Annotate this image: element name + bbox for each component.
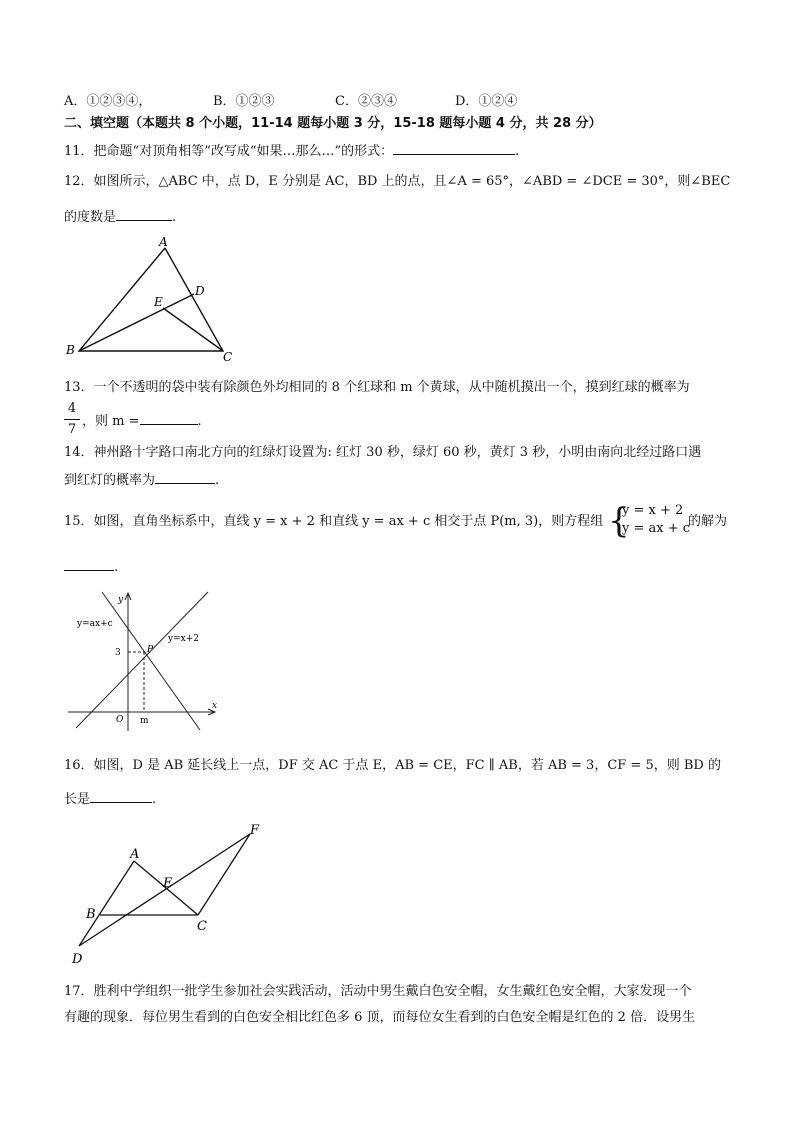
q16-text: 长是	[64, 792, 91, 807]
question-16-line1: 16．如图，D 是 AB 延长线上一点，DF 交 AC 于点 E，AB = CE，FC ∥ AB，若 AB = 3，CF = 5，则 BD 的	[64, 758, 721, 773]
q16-label-b: B	[86, 907, 96, 922]
question-17-line2: 有趣的现象．每位男生看到的白色安全相比红色多 6 顶，而每位女生看到的白色安全帽是红色的 2 倍．设男生	[64, 1010, 696, 1025]
question-16-line2	[64, 788, 156, 810]
q15-label-x-axis: x	[212, 701, 218, 711]
q15-tail: 的解为	[688, 514, 728, 529]
q12-figure-triangle	[62, 234, 247, 364]
q15-label-point: P	[147, 645, 154, 655]
q13-denominator: 7	[67, 422, 77, 437]
q16-label-e: E	[163, 876, 173, 891]
q14-text: 到红灯的概率为	[64, 473, 156, 488]
q15-answer-blank[interactable]	[64, 556, 114, 571]
q12-label-c: C	[223, 350, 233, 364]
question-13-line1: 13．一个不透明的袋中装有除颜色外均相同的 8 个红球和 m 个黄球，从中随机摸出一个，摸到红球的概率为	[64, 380, 690, 395]
q12-answer-blank[interactable]	[116, 206, 172, 221]
q15-label-line1: y=ax+c	[77, 619, 113, 629]
q11-answer-blank[interactable]	[393, 140, 515, 155]
q13-text: ，则 m =	[82, 414, 140, 429]
q15-label-y-tick: 3	[115, 648, 121, 658]
q13-answer-blank[interactable]	[140, 410, 198, 425]
q16-label-d: D	[72, 952, 83, 967]
q12-segment-bd	[79, 294, 194, 351]
q13-numerator: 4	[67, 401, 77, 416]
question-15-line2	[64, 556, 118, 578]
q15-figure-graph	[64, 586, 224, 734]
option-b: B．①②③	[213, 94, 275, 109]
q16-segment-cf	[198, 834, 250, 915]
q16-figure	[64, 818, 274, 968]
q15-label-x-tick: m	[140, 716, 149, 726]
q15-eq1: y = x + 2	[622, 503, 684, 518]
question-11	[64, 140, 519, 162]
q15-equation-system	[622, 502, 690, 538]
q16-label-c: C	[197, 919, 207, 934]
q15-eq2: y = ax + c	[622, 521, 691, 536]
q11-end: .	[515, 144, 520, 159]
option-c: C．②③④	[335, 94, 397, 109]
q11-text: 11．把命题“对顶角相等”改写成“如果…那么…”的形式：	[64, 144, 394, 159]
option-a: A．①②③④，	[64, 94, 152, 109]
q12-text: 的度数是	[64, 210, 117, 225]
q16-label-a: A	[130, 847, 140, 862]
q12-label-d: D	[195, 284, 205, 298]
q15-line-y-eq-x-plus-2	[76, 592, 208, 728]
question-13-line2	[82, 410, 202, 432]
q12-segment-ec	[163, 308, 223, 351]
q14-answer-blank[interactable]	[155, 469, 215, 484]
q12-label-a: A	[159, 235, 168, 249]
option-d: D．①②④	[455, 94, 518, 109]
q12-label-e: E	[154, 295, 163, 309]
question-15-line1: 15．如图，直角坐标系中，直线 y = x + 2 和直线 y = ax + c 相交于点 P(m, 3)，则方程组	[64, 514, 604, 529]
q16-answer-blank[interactable]	[90, 788, 152, 803]
q15-label-origin: O	[116, 715, 124, 725]
q15-system-brace: {	[608, 501, 630, 541]
q15-label-y-axis: y	[118, 595, 124, 605]
q15-label-line2: y=x+2	[168, 634, 199, 644]
q13-fraction	[64, 400, 80, 439]
question-12-line2	[64, 206, 176, 228]
question-14-line2	[64, 469, 219, 491]
q13-end: .	[197, 414, 202, 429]
q15-end: .	[114, 560, 119, 575]
question-12-line1: 12．如图所示，△ABC 中，点 D，E 分别是 AC，BD 上的点，且∠A = 65°，∠ABD = ∠DCE = 30°，则∠BEC	[64, 174, 731, 189]
q16-end: .	[152, 792, 157, 807]
question-17-line1: 17．胜利中学组织一批学生参加社会实践活动，活动中男生戴白色安全帽，女生戴红色安全帽，大家发现一个	[64, 984, 692, 999]
question-14-line1: 14．神州路十字路口南北方向的红绿灯设置为: 红灯 30 秒，绿灯 60 秒，黄灯 3 秒，小明由南向北经过路口遇	[64, 445, 702, 460]
q16-label-f: F	[250, 823, 260, 838]
q16-segment-da	[79, 861, 134, 946]
q15-line-y-eq-ax-plus-c	[102, 592, 200, 730]
q12-end: .	[172, 210, 177, 225]
section-heading: 二、填空题（本题共 8 个小题，11-14 题每小题 3 分，15-18 题每小题 4 分，共 28 分）	[64, 116, 602, 131]
q12-label-b: B	[66, 343, 75, 357]
q14-end: .	[215, 473, 220, 488]
